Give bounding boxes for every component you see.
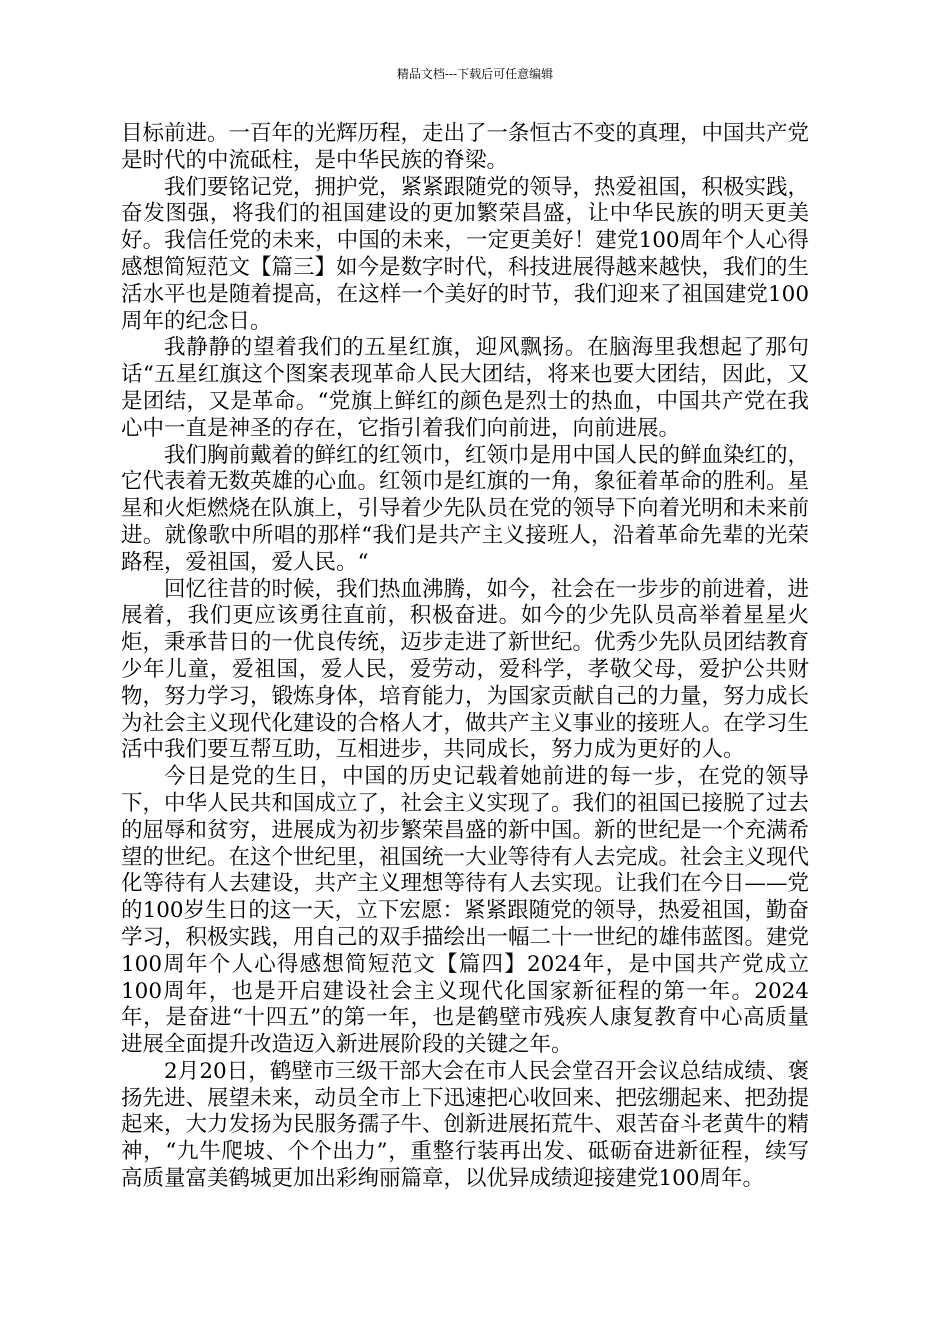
paragraph: 今日是党的生日，中国的历史记载着她前进的每一步，在党的领导下，中华人民共和国成立了，社会主义实现了。我们的祖国已接脱了过去的屈辱和贫穷，进展成为初步繁荣昌盛的新中国。新的世纪是一个充满希望的世纪。在这个世纪里，祖国统一大业等待有人去完成。社会主义现代化等待有人去建设，共产主义理想等待有人去实现。让我们在今日——党的100岁生日的这一天，立下宏愿：紧紧跟随党的领导，热爱祖国，勤奋学习，积极实践，用自己的双手描绘出一幅二十一世纪的雄伟蓝图。建党100周年个人心得感想简短范文【篇四】2024年，是中国共产党成立100周年，也是开启建设社会主义现代化国家新征程的第一年。2024年，是奋进“十四五”的第一年，也是鹤壁市残疾人康复教育中心高质量进展全面提升改造迈入新进展阶段的关键之年。	[121, 764, 810, 1058]
document-body	[121, 121, 809, 1193]
page-header: 精品文档---下载后可任意编辑	[396, 67, 554, 81]
paragraph: 2月20日，鹤壁市三级干部大会在市人民会堂召开会议总结成绩、褒扬先进、展望未来，动员全市上下迅速把心收回来、把弦绷起来、把劲提起来，大力发扬为民服务孺子牛、创新进展拓荒牛、艰苦奋斗老黄牛的精神，“九牛爬坡、个个出力”，重整行装再出发、砥砺奋进新征程，续写高质量富美鹤城更加出彩绚丽篇章，以优异成绩迎接建党100周年。	[121, 1058, 810, 1192]
paragraph: 我们胸前戴着的鲜红的红领巾，红领巾是用中国人民的鲜血染红的，它代表着无数英雄的心血。红领巾是红旗的一角，象征着革命的胜利。星星和火炬燃烧在队旗上，引导着少先队员在党的领导下向着光明和未来前进。就像歌中所唱的那样“我们是共产主义接班人，沿着革命先辈的光荣路程，爱祖国，爱人民。“	[121, 442, 810, 575]
paragraph: 我们要铭记党，拥护党，紧紧跟随党的领导，热爱祖国，积极实践，奋发图强，将我们的祖国建设的更加繁荣昌盛，让中华民族的明天更美好。我信任党的未来，中国的未来，一定更美好！建党100周年个人心得感想简短范文【篇三】如今是数字时代，科技进展得越来越快，我们的生活水平也是随着提高，在这样一个美好的时节，我们迎来了祖国建党100周年的纪念日。	[121, 174, 810, 334]
paragraph: 目标前进。一百年的光辉历程，走出了一条恒古不变的真理，中国共产党是时代的中流砥柱，是中华民族的脊梁。	[121, 121, 810, 173]
paragraph: 回忆往昔的时候，我们热血沸腾，如今，社会在一步步的前进着，进展着，我们更应该勇往直前，积极奋进。如今的少先队员高举着星星火炬，秉承昔日的一优良传统，迈步走进了新世纪。优秀少先队员团结教育少年儿童，爱祖国，爱人民，爱劳动，爱科学，孝敬父母，爱护公共财物，努力学习，锻炼身体，培育能力，为国家贡献自己的力量，努力成长为社会主义现代化建设的合格人才，做共产主义事业的接班人。在学习生活中我们要互帮互助，互相进步，共同成长，努力成为更好的人。	[121, 576, 810, 763]
paragraph: 我静静的望着我们的五星红旗，迎风飘扬。在脑海里我想起了那句话“五星红旗这个图案表现革命人民大团结，将来也要大团结，因此，又是团结，又是革命。“党旗上鲜红的颜色是烈士的热血，中国共产党在我心中一直是神圣的存在，它指引着我们向前进，向前进展。	[121, 335, 809, 441]
